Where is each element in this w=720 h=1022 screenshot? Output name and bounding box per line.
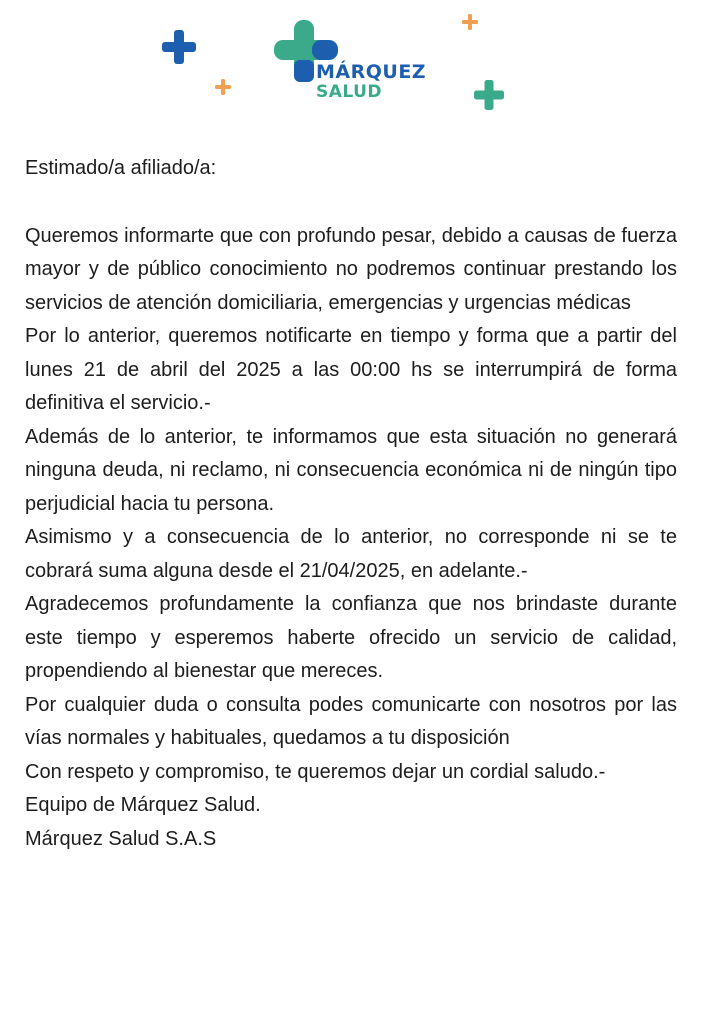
paragraph: Con respeto y compromiso, te queremos dejar un cordial saludo.- xyxy=(25,760,606,783)
signature-line: Equipo de Márquez Salud. xyxy=(25,794,261,816)
signature-line: Márquez Salud S.A.S xyxy=(25,827,217,850)
brand-name: MÁRQUEZ xyxy=(316,61,427,83)
paragraph: Queremos informarte que con profundo pesar, debido a causas de fuerza mayor y de público conocimiento no podremos continuar prestando los servicios de atención domiciliaria, emergencias y urgencias médicas xyxy=(25,224,677,314)
paragraph: Asimismo y a consecuencia de lo anterior, no corresponde ni se te cobrará suma alguna desde el 21/04/2025, en adelante.- xyxy=(25,526,677,582)
brand-sub: SALUD xyxy=(316,82,383,102)
letterhead xyxy=(0,0,720,130)
paragraph: Además de lo anterior, te informamos que esta situación no generará ninguna deuda, ni reclamo, ni consecuencia económica ni de ningún tipo perjudicial hacia tu persona. xyxy=(25,425,677,515)
paragraph: Agradecemos profundamente la confianza que nos brindaste durante este tiempo y esperemos haberte ofrecido un servicio de calidad, propendiendo al bienestar que mereces. xyxy=(25,593,677,682)
greeting: Estimado/a afiliado/a: xyxy=(25,157,217,179)
plus-icon xyxy=(160,28,198,66)
paragraph: Por lo anterior, queremos notificarte en tiempo y forma que a partir del lunes 21 de abril del 2025 a las 00:00 hs se interrumpirá de forma definitiva el servicio.- xyxy=(25,325,677,414)
letter-body xyxy=(25,152,677,856)
plus-icon xyxy=(472,78,506,112)
paragraph: Por cualquier duda o consulta podes comunicarte con nosotros por las vías normales y habituales, quedamos a tu disposición xyxy=(25,693,677,749)
plus-icon xyxy=(214,78,232,96)
plus-icon xyxy=(461,13,479,31)
